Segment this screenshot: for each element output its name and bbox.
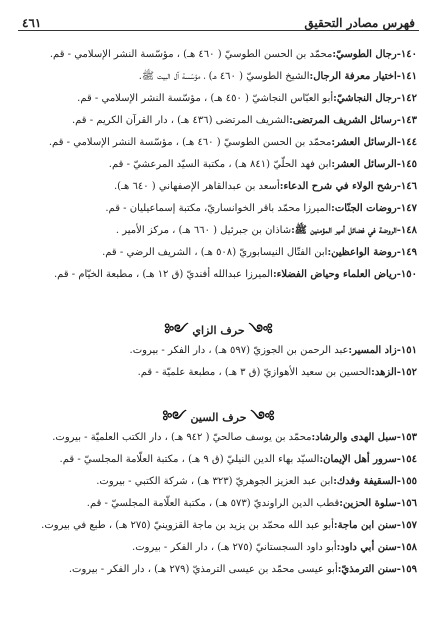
entry-number: ١٤٥ — [400, 158, 417, 170]
entry-details: أبو العبّاس النجاشيّ ( ٤٥٠ هـ) ، مؤسّسة النشر الإسلامي - قم. — [77, 92, 334, 104]
entry-145: ١٤٥ - الرسائل العشر: ابن فهد الحلّيّ (٨٤١ هـ) ، مكتبة السيّد المرعشيّ - قم. — [108, 158, 417, 170]
entry-140: ١٤٠ - رجال الطوسيّ: محمّد بن الحسن الطوسيّ ( ٤٦٠ هـ) ، مؤسّسة النشر الإسلامي - قم. — [49, 48, 417, 60]
entry-155: ١٥٥ - السقيفة وفدك: ابن عبد العزيز الجوهريّ (٣٢٣ هـ) ، شركة الكتبي - بيروت. — [96, 475, 417, 487]
entry-number: ١٥٠ — [400, 268, 417, 280]
entry-details: الميرزا عبدالله أفنديّ (ق ١٢ هـ) ، مطبعة الخيّام - قم. — [53, 268, 273, 280]
entry-title: زاد المسير: — [348, 344, 397, 356]
entry-146: ١٤٦ - رشح الولاء في شرح الدعاء: أسعد بن عبدالقاهر الإصفهاني ( ٦٤٠ هـ). — [114, 180, 417, 192]
entry-title: رجال الطوسيّ: — [332, 48, 397, 60]
entry-title: الرسائل العشر: — [331, 158, 397, 170]
entry-147: ١٤٧ - روضات الجنّات: الميرزا محمّد باقر الخوانساريّ، مكتبة إسماعيليان - قم. — [105, 202, 417, 214]
entry-details: ابن الفتّال النيسابوريّ (٥٠٨ هـ) ، الشريف الرضي - قم. — [102, 246, 328, 258]
entry-title: سرور أهل الإيمان: — [319, 453, 397, 465]
entry-details: قطب الدين الراونديّ (٥٧٣ هـ) ، مكتبة العلّامة المجلسيّ - قم. — [86, 497, 340, 509]
running-header — [18, 8, 419, 31]
entry-number: ١٤١ — [400, 70, 417, 82]
entry-title: روضة الواعظين: — [327, 246, 397, 258]
entry-number: ١٥٨ — [400, 541, 417, 553]
entry-details: الحسين بن سعيد الأهوازيّ (ق ٣ هـ) ، مطبعة علميّة - قم. — [137, 366, 372, 378]
entry-number: ١٤٧ — [400, 202, 417, 214]
section-heading-label: حرف الزاي — [192, 324, 245, 337]
entry-150: ١٥٠ - رياض العلماء وحياض الفضلاء: الميرزا عبدالله أفنديّ (ق ١٢ هـ) ، مطبعة الخيّام - قم. — [53, 268, 417, 280]
section-heading-zay — [0, 323, 437, 338]
entry-details: الميرزا محمّد باقر الخوانساريّ، مكتبة إسماعيليان - قم. — [105, 202, 332, 214]
entry-details: أبو داود السجستانيّ (٢٧٥ هـ) ، دار الفكر - بيروت. — [132, 541, 337, 553]
entry-number: ١٤٢ — [400, 92, 417, 104]
entry-title: السقيفة وفدك: — [333, 475, 397, 487]
entry-156: ١٥٦ - سلوة الحزين: قطب الدين الراونديّ (٥٧٣ هـ) ، مكتبة العلّامة المجلسيّ - قم. — [86, 497, 417, 509]
entry-number: ١٤٤ — [400, 136, 417, 148]
ornament-bracket-icon: ༺ — [162, 408, 187, 426]
entry-143: ١٤٣ - رسائل الشريف المرتضى: الشريف المرتضى (٤٣٦ هـ) ، دار القرآن الكريم - قم. — [71, 114, 417, 126]
entry-title: سنن أبي داود: — [336, 541, 397, 553]
entry-details: محمّد بن الحسن الطوسيّ ( ٤٦٠ هـ) ، مؤسّسة النشر الإسلامي - قم. — [48, 136, 332, 148]
entry-title: رسائل الشريف المرتضى: — [289, 114, 397, 126]
entry-details: شاذان بن جبرئيل ( ٦٦٠ هـ) ، مركز الأمير . — [115, 224, 292, 236]
entry-details: ابن فهد الحلّيّ (٨٤١ هـ) ، مكتبة السيّد المرعشيّ - قم. — [108, 158, 332, 170]
ornament-bracket-icon: ༻ — [250, 408, 275, 426]
entry-title: سبل الهدى والرشاد: — [311, 431, 397, 443]
entry-title: رشح الولاء في شرح الدعاء: — [279, 180, 397, 192]
entry-title: الروضة في فضائل أمير المؤمنين ﷺ: — [291, 224, 397, 236]
entry-details: أبو عيسى محمّد بن عيسى الترمذيّ (٢٧٩ هـ) ، دار الفكر - بيروت. — [68, 563, 338, 575]
entry-details: محمّد بن الحسن الطوسيّ ( ٤٦٠ هـ) ، مؤسّسة النشر الإسلامي - قم. — [49, 48, 333, 60]
entry-number: ١٥١ — [400, 344, 417, 356]
entry-details: الشيخ الطوسيّ ( ٤٦٠ هـ) ، مؤسّسة آل البيت ﷺ. — [138, 70, 310, 82]
entry-details: ابن عبد العزيز الجوهريّ (٣٢٣ هـ) ، شركة الكتبي - بيروت. — [96, 475, 334, 487]
ornament-bracket-icon: ༺ — [164, 321, 189, 339]
entry-157: ١٥٧ - سنن ابن ماجة: أبو عبد الله محمّد بن يزيد بن ماجة القزوينيّ (٢٧٥ هـ) ، طبع في بيروت. — [41, 519, 417, 531]
entry-number: ١٥٧ — [400, 519, 417, 531]
entry-number: ١٤٩ — [400, 246, 417, 258]
entry-number: ١٤٠ — [400, 48, 417, 60]
entry-148: ١٤٨ - الروضة في فضائل أمير المؤمنين ﷺ: شاذان بن جبرئيل ( ٦٦٠ هـ) ، مركز الأمير . — [115, 224, 417, 236]
entry-number: ١٤٣ — [400, 114, 417, 126]
entry-number: ١٥٤ — [400, 453, 417, 465]
entry-title: رجال النجاشيّ: — [333, 92, 397, 104]
entry-number: ١٤٦ — [400, 180, 417, 192]
entry-title: اختيار معرفة الرجال: — [309, 70, 397, 82]
entry-number: ١٤٨ — [400, 224, 417, 236]
section-heading-sin — [0, 410, 437, 425]
entry-details: محمّد بن يوسف صالحيّ ( ٩٤٢ هـ) ، دار الكتب العلميّة - بيروت. — [52, 431, 312, 443]
section-heading-label: حرف السين — [190, 411, 247, 424]
entry-142: ١٤٢ - رجال النجاشيّ: أبو العبّاس النجاشيّ ( ٤٥٠ هـ) ، مؤسّسة النشر الإسلامي - قم. — [77, 92, 417, 104]
entry-title: سلوة الحزين: — [339, 497, 397, 509]
entry-details: الشريف المرتضى (٤٣٦ هـ) ، دار القرآن الكريم - قم. — [71, 114, 290, 126]
entry-details: عبد الرحمن بن الجوزيّ (٥٩٧ هـ) ، دار الفكر - بيروت. — [129, 344, 349, 356]
entry-number: ١٥٣ — [400, 431, 417, 443]
entry-154: ١٥٤ - سرور أهل الإيمان: السيّد بهاء الدين النيليّ (ق ٩ هـ) ، مكتبة العلّامة المجلسيّ - قم. — [59, 453, 417, 465]
entry-title: سنن الترمذيّ: — [337, 563, 397, 575]
entry-title: الزهد: — [371, 366, 397, 378]
entry-number: ١٥٩ — [400, 563, 417, 575]
entry-158: ١٥٨ - سنن أبي داود: أبو داود السجستانيّ (٢٧٥ هـ) ، دار الفكر - بيروت. — [132, 541, 417, 553]
entry-details: أسعد بن عبدالقاهر الإصفهاني ( ٦٤٠ هـ). — [114, 180, 280, 192]
entry-152: ١٥٢ - الزهد: الحسين بن سعيد الأهوازيّ (ق ٣ هـ) ، مطبعة علميّة - قم. — [137, 366, 417, 378]
entry-title: روضات الجنّات: — [331, 202, 397, 214]
page-number: ٤٦١ — [22, 16, 42, 30]
entry-title: سنن ابن ماجة: — [333, 519, 397, 531]
entries-group-sin — [14, 426, 417, 580]
entry-number: ١٥٦ — [400, 497, 417, 509]
entry-144: ١٤٤ - الرسائل العشر: محمّد بن الحسن الطوسيّ ( ٤٦٠ هـ) ، مؤسّسة النشر الإسلامي - قم. — [48, 136, 417, 148]
entry-151: ١٥١ - زاد المسير: عبد الرحمن بن الجوزيّ (٥٩٧ هـ) ، دار الفكر - بيروت. — [129, 344, 417, 356]
ornament-bracket-icon: ༻ — [248, 321, 273, 339]
header-title: فهرس مصادر التحقيق — [304, 16, 415, 30]
entry-149: ١٤٩ - روضة الواعظين: ابن الفتّال النيسابوريّ (٥٠٨ هـ) ، الشريف الرضي - قم. — [102, 246, 417, 258]
entry-title: الرسائل العشر: — [331, 136, 397, 148]
entry-details: السيّد بهاء الدين النيليّ (ق ٩ هـ) ، مكتبة العلّامة المجلسيّ - قم. — [59, 453, 320, 465]
entry-number: ١٥٥ — [400, 475, 417, 487]
entry-number: ١٥٢ — [400, 366, 417, 378]
entry-141: ١٤١ - اختيار معرفة الرجال: الشيخ الطوسيّ ( ٤٦٠ هـ) ، مؤسّسة آل البيت ﷺ. — [138, 70, 417, 82]
entries-group-zay — [14, 339, 417, 383]
entry-details: أبو عبد الله محمّد بن يزيد بن ماجة القزوينيّ (٢٧٥ هـ) ، طبع في بيروت. — [41, 519, 334, 531]
entry-159: ١٥٩ - سنن الترمذيّ: أبو عيسى محمّد بن عيسى الترمذيّ (٢٧٩ هـ) ، دار الفكر - بيروت. — [68, 563, 417, 575]
entries-group-ra — [14, 43, 417, 285]
entry-153: ١٥٣ - سبل الهدى والرشاد: محمّد بن يوسف صالحيّ ( ٩٤٢ هـ) ، دار الكتب العلميّة - بيروت. — [52, 431, 417, 443]
entry-title: رياض العلماء وحياض الفضلاء: — [272, 268, 397, 280]
